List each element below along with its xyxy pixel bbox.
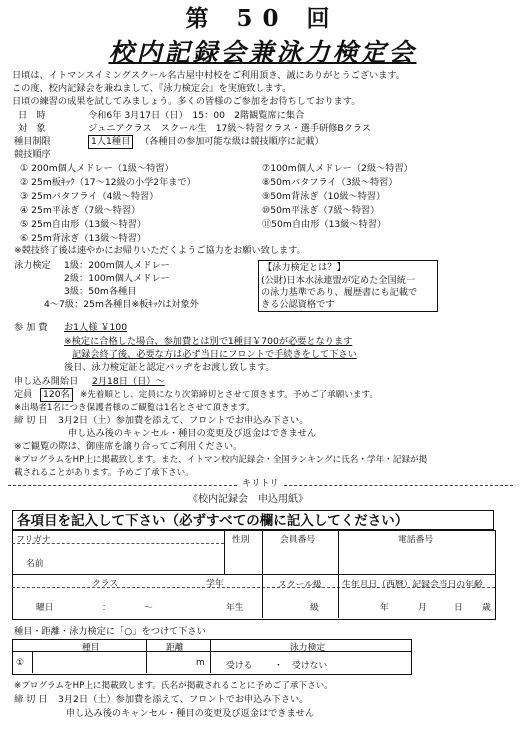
kentei-row: 4〜7級：25m各種目※板ｷｯｸは対象外 xyxy=(44,299,199,310)
event-item: ⑩50m平泳ぎ（7級〜特習） xyxy=(262,205,380,216)
phone-field[interactable] xyxy=(340,544,492,572)
school-grade-label: スクール級 xyxy=(278,580,322,590)
event-item: ⑨50m背泳ぎ（10級〜特習） xyxy=(262,191,386,202)
unit-m: m xyxy=(196,658,205,668)
event-item: ⑥ 25m背泳ぎ（13級〜特習） xyxy=(20,233,147,244)
kentei-accept-option[interactable]: 受ける xyxy=(226,661,253,671)
footer-hp-note: ※プログラムをHP上に掲載致します。氏名が掲載されることに予めご了承下さい。 xyxy=(14,681,333,691)
event-item: ④ 25m平泳ぎ（7級〜特習） xyxy=(20,205,141,216)
cap-label: 定員 xyxy=(14,389,33,400)
kentei-row: 1級：200m個人メドレー xyxy=(64,260,170,271)
footer-deadline-label: 締 切 日 xyxy=(14,694,48,705)
kentei-box-line: きる公認資格です xyxy=(261,299,335,310)
kentei-label: 泳力検定 xyxy=(14,260,51,271)
grade-label: 学年 xyxy=(206,579,224,589)
cut-label: キリトリ xyxy=(238,478,283,490)
birth-month-label: 月 xyxy=(418,603,427,613)
hp-note: ※プログラムをHP上に掲載致します。また、イトマン校内記録会・全国ランキングに氏名・学年・記録が掲 xyxy=(14,455,428,465)
row-number: ① xyxy=(16,658,24,668)
option-separator: ・ xyxy=(274,661,283,671)
intro-line: 日頃は、イトマンスイミングスクール名古屋中村校をご利用頂き、誠にありがとうございます。 xyxy=(12,70,406,81)
kentei-box-line: の泳力基準であり、履歴書にも記載で xyxy=(261,287,418,298)
deadline-label: 締 切 日 xyxy=(14,415,48,426)
kyu-label: 級 xyxy=(310,603,319,613)
order-label: 競技順序 xyxy=(14,149,51,160)
event-item: ③ 25mバタフライ（4級〜特習） xyxy=(20,191,159,202)
event-field[interactable] xyxy=(34,652,144,672)
gender-label: 性別 xyxy=(232,535,250,545)
deadline-value: 3月2日（土）参加費を添えて、フロントでお申込み下さい。 xyxy=(58,415,309,426)
page-subtitle: 校内記録会兼泳力検定会 xyxy=(108,38,417,67)
fee-note: ※検定に合格した場合、参加費とは別で1種目￥700が必要となります xyxy=(64,336,353,347)
age-label: 歳 xyxy=(482,603,491,613)
start-label: 申し込み開始日 xyxy=(14,376,79,387)
birth-day-label: 日 xyxy=(454,603,463,613)
limit-label: 種目制限 xyxy=(14,136,51,147)
intro-line: 日頃の練習の成果を試してみましょう。多くの皆様のご参加をお待ちしております。 xyxy=(12,96,361,107)
event-item: ② 25m板ｷｯｸ（17〜12級の小学2年まで） xyxy=(20,177,196,188)
member-no-field[interactable] xyxy=(264,544,336,572)
cancel-note: 申し込み後のキャンセル・種目の変更及び返金はできません xyxy=(68,428,317,439)
event-item: ⑧50mバタフライ（3級〜特習） xyxy=(262,177,398,188)
kentei-row: 2級：100m個人メドレー xyxy=(64,273,170,284)
event-item: ⑤ 25m自由形（13級〜特習） xyxy=(20,219,147,230)
phone-label: 電話番号 xyxy=(398,535,434,545)
fee-label: 参 加 費 xyxy=(14,322,48,333)
form-title: 《校内記録会 申込用紙》 xyxy=(188,494,308,505)
member-no-label: 会員番号 xyxy=(280,535,316,545)
date-label: 日 時 xyxy=(18,110,46,121)
event-item: ⑪50m自由形（13級〜特習） xyxy=(262,219,387,230)
footer-deadline-value: 3月2日（土）参加費を添えて、フロントでお申込み下さい。 xyxy=(58,694,309,705)
col-event: 種目 xyxy=(82,643,100,653)
kentei-info-box xyxy=(258,260,438,312)
form-banner: 各項目を記入して下さい（必ずすべての欄に記入してください） xyxy=(12,510,494,530)
target-label: 対 象 xyxy=(18,123,46,134)
after-note: ※競技終了後は速やかにお帰りいただくようご協力をお願い致します。 xyxy=(14,245,306,256)
kentei-row: 3級：50m各種目 xyxy=(64,286,137,297)
gender-field[interactable] xyxy=(226,544,260,572)
event-item: ⑦100m個人メドレー（2級〜特習） xyxy=(262,163,413,174)
cap-note: ※先着順とし、定員になり次第締切とさせて頂きます。予めご了承願います。 xyxy=(80,390,379,400)
year-grade-label: 年生 xyxy=(226,603,244,613)
fee-note: 記録会終了後、必要な方は必ず当日にフロントで手続きをして下さい xyxy=(72,349,357,360)
birthday-label: 生年月日（西暦）記録会当日の年齢 xyxy=(342,580,483,590)
page-title: 第 50 回 xyxy=(185,5,340,32)
limit-note: （各種目の参加可能な級は競技順序に記載） xyxy=(140,136,324,147)
furigana-label: フリガナ xyxy=(16,535,51,545)
circle-note: 種目・距離・泳力検定に「○」をつけて下さい xyxy=(14,626,206,637)
name-label: 名前 xyxy=(26,559,44,569)
cap-value: 120名 xyxy=(40,388,73,402)
fee-note: 後日、泳力検定証と認定バッヂをお渡し致します。 xyxy=(64,362,275,373)
fee-value: お1人様 ￥100 xyxy=(64,322,128,333)
intro-line: この度、校内記録会を兼ねまして、『泳力検定会』を実施致します。 xyxy=(12,83,292,94)
time-colon: ： xyxy=(102,603,111,613)
guardian-note: ※出場者1名につき保護者様のご観覧は1名とさせて頂きます。 xyxy=(14,403,255,413)
name-field[interactable] xyxy=(16,548,220,572)
time-tilde: 〜 xyxy=(144,603,153,613)
weekday-label: 曜日 xyxy=(36,603,54,613)
target-value: ジュニアクラス スクール生 17級〜特習クラス・選手研修Bクラス xyxy=(88,123,371,134)
date-value: 令和6年 3月17日（日） 15：00 2階観覧席に集合 xyxy=(88,110,305,121)
kentei-box-line: (公財)日本水泳連盟が定めた全国統一 xyxy=(261,275,416,286)
kentei-box-title: 【泳力検定とは？】 xyxy=(263,262,346,273)
birth-year-label: 年 xyxy=(380,603,389,613)
footer-cancel-note: 申し込み後のキャンセル・種目の変更及び返金はできません xyxy=(66,708,315,719)
distance-field[interactable] xyxy=(148,652,194,672)
event-item: ① 200m個人メドレー（1級〜特習） xyxy=(20,163,174,174)
seat-note: ※ご観覧の際は、御座席を譲り合ってご利用ください。 xyxy=(14,441,243,452)
class-label: クラス xyxy=(92,579,119,589)
start-value: 2月18日（日）〜 xyxy=(92,376,165,387)
col-distance: 距離 xyxy=(166,643,184,653)
kentei-decline-option[interactable]: 受けない xyxy=(292,661,328,671)
hp-note: 載されることがあります。予めご了承下さい。 xyxy=(14,468,194,478)
limit-box: 1人1種目 xyxy=(88,135,133,149)
col-kentei: 泳力検定 xyxy=(290,643,326,653)
